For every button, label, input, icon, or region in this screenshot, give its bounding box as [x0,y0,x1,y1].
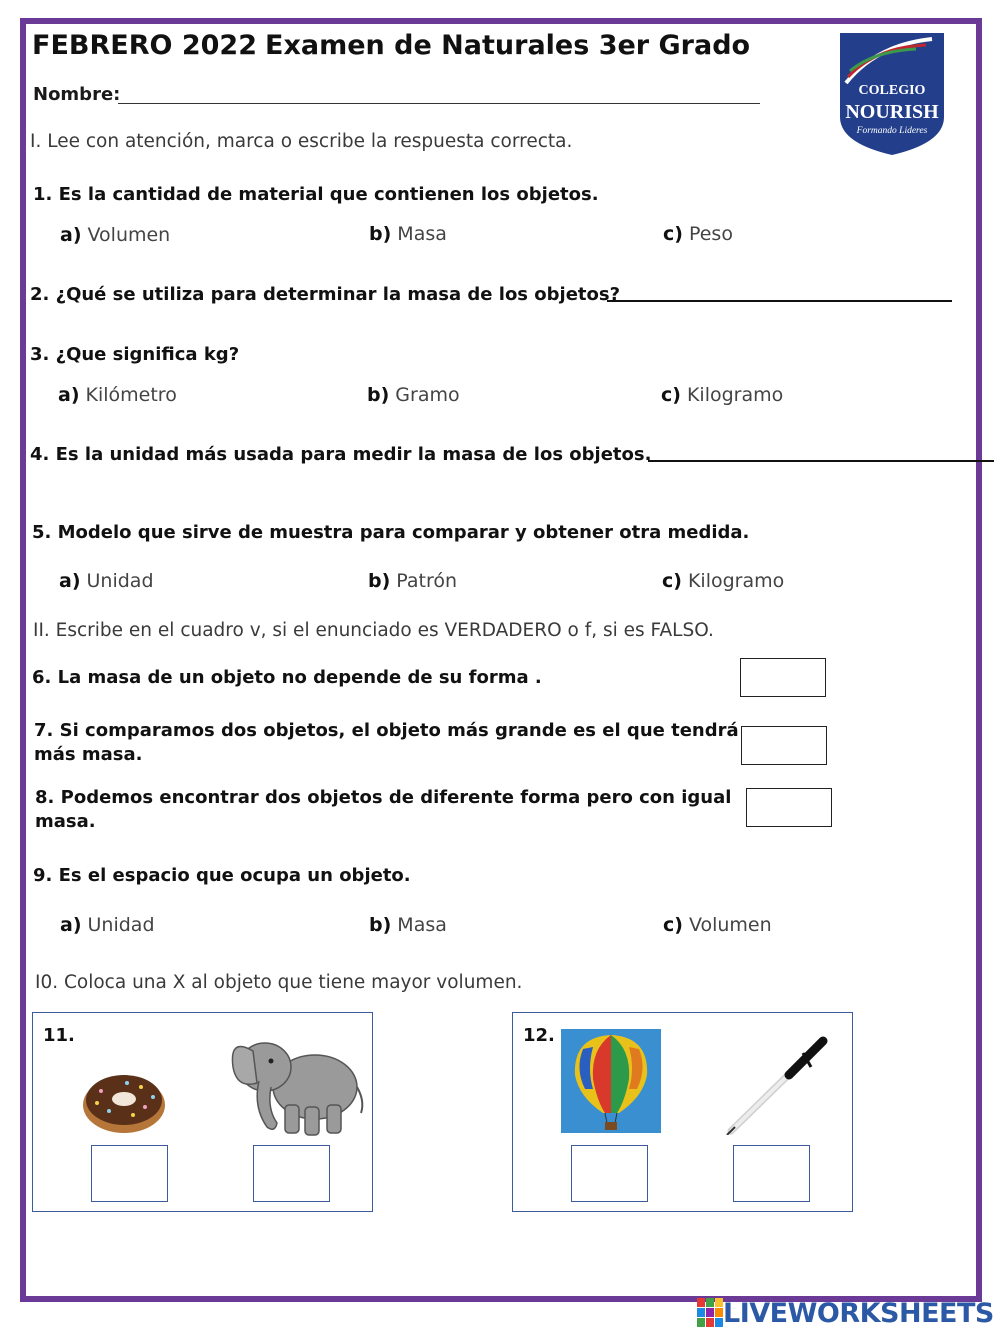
q9-option-a[interactable]: a) Unidad [60,914,155,936]
logo-line3: Formando Lideres [856,126,928,136]
q6-answer-box[interactable] [740,658,826,697]
q8-answer-box[interactable] [746,788,832,827]
q5-option-b[interactable]: b) Patrón [368,570,458,592]
section-10-instructions: I0. Coloca una X al objeto que tiene mayor volumen. [35,972,523,993]
logo-line1: COLEGIO [858,83,926,98]
q3-option-b[interactable]: b) Gramo [367,384,460,406]
name-input-line[interactable] [118,103,760,104]
name-label: Nombre: [33,84,121,105]
donut-image [79,1063,169,1137]
q3-option-a[interactable]: a) Kilómetro [58,384,177,406]
question-8-line2: masa. [35,811,96,832]
q7-answer-box[interactable] [741,726,827,765]
question-6: 6. La masa de un objeto no depende de su forma . [32,667,542,688]
liveworksheets-text: LIVEWORKSHEETS [723,1297,994,1329]
exam-title: Examen de Naturales 3er Grado [265,30,751,61]
section-1-instructions: I. Lee con atención, marca o escribe la respuesta correcta. [30,131,573,152]
panel-12 [512,1012,853,1212]
panel-11-elephant-box[interactable] [253,1145,330,1202]
question-4: 4. Es la unidad más usada para medir la masa de los objetos. [30,444,652,465]
question-2: 2. ¿Qué se utiliza para determinar la masa de los objetos? [30,284,621,305]
panel-11-donut-box[interactable] [91,1145,168,1202]
liveworksheets-watermark [697,1296,994,1330]
question-3: 3. ¿Que significa kg? [30,344,240,365]
q4-answer-line[interactable] [648,460,994,462]
q9-option-c[interactable]: c) Volumen [663,914,772,936]
q5-option-a[interactable]: a) Unidad [59,570,154,592]
panel-11-number: 11. [43,1025,75,1046]
panel-12-balloon-box[interactable] [571,1145,648,1202]
exam-date: FEBRERO 2022 [32,30,257,61]
question-5: 5. Modelo que sirve de muestra para comparar y obtener otra medida. [32,522,750,543]
pen-image [723,1031,833,1135]
question-1: 1. Es la cantidad de material que contienen los objetos. [33,184,599,205]
liveworksheets-logo-icon [697,1298,723,1328]
elephant-image [223,1027,368,1139]
q3-option-c[interactable]: c) Kilogramo [661,384,784,406]
q5-option-c[interactable]: c) Kilogramo [662,570,785,592]
question-7-line2: más masa. [34,744,143,765]
hot-air-balloon-image [561,1029,661,1133]
question-9: 9. Es el espacio que ocupa un objeto. [33,865,411,886]
panel-12-number: 12. [523,1025,555,1046]
q1-option-a[interactable]: a) Volumen [60,224,171,246]
q1-option-c[interactable]: c) Peso [663,223,733,245]
question-8-line1: 8. Podemos encontrar dos objetos de diferente forma pero con igual [35,787,732,808]
section-2-instructions: II. Escribe en el cuadro v, si el enunciado es VERDADERO o f, si es FALSO. [33,620,714,641]
q2-answer-line[interactable] [607,300,952,302]
panel-12-pen-box[interactable] [733,1145,810,1202]
logo-line2: NOURISH [845,101,939,123]
q9-option-b[interactable]: b) Masa [369,914,447,936]
school-logo [836,31,948,157]
panel-11 [32,1012,373,1212]
question-7-line1: 7. Si comparamos dos objetos, el objeto más grande es el que tendrá [34,720,739,741]
q1-option-b[interactable]: b) Masa [369,223,447,245]
